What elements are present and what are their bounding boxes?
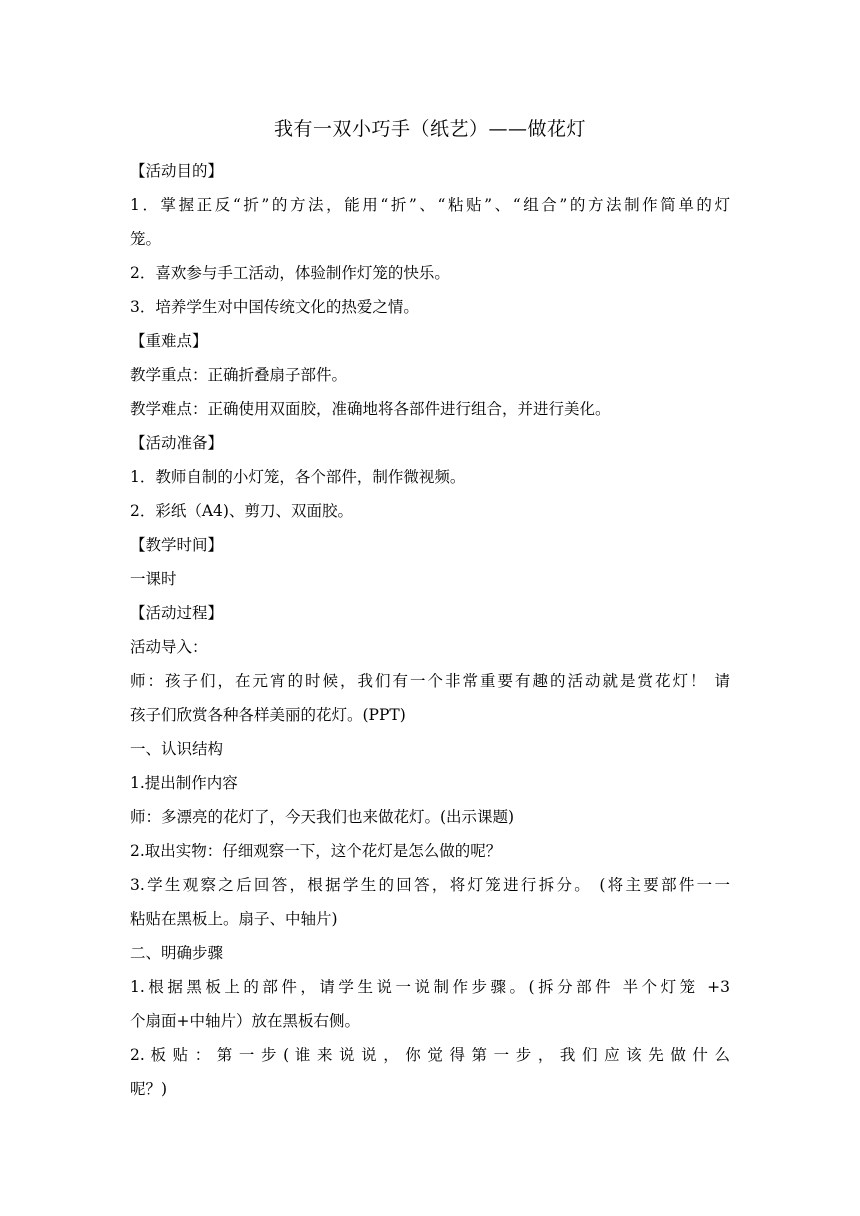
line-segment: ( 谁 来 说 说 ， 你 觉 得 第 一 步 ， 我 们 应 该 先 做 什 么 (283, 1046, 730, 1064)
section-heading-process: 【活动过程】 (130, 604, 224, 622)
line-segment: 2. 板 贴 ： 第 一 步 (130, 1046, 278, 1064)
paragraph-line: 粘贴在黑板上。扇子、中轴片) (130, 910, 338, 928)
line-segment: 3.学生观察之后回答，根据学生的回答，将灯笼进行拆分。 (130, 876, 593, 894)
section-heading-key-points: 【重难点】 (130, 332, 208, 350)
paragraph-line: 二、明确步骤 (130, 944, 224, 962)
line-segment: +3 (707, 978, 730, 996)
line-segment: 师：孩子们，在元宵的时候，我们有一个非常重要有趣的活动就是赏花灯！ (130, 672, 708, 690)
paragraph-line: 2．彩纸（A4)、剪刀、双面胶。 (130, 502, 353, 520)
paragraph-line: 教学重点：正确折叠扇子部件。 (130, 366, 348, 384)
line-segment: (将主要部件一一 (599, 876, 730, 894)
paragraph-line: 师：多漂亮的花灯了，今天我们也来做花灯。(出示课题) (130, 808, 515, 826)
paragraph-line (130, 868, 730, 902)
paragraph-line: 教学难点：正确使用双面胶，准确地将各部件进行组合，并进行美化。 (130, 400, 611, 418)
document-title: 我有一双小巧手（纸艺）——做花灯 (273, 118, 586, 140)
paragraph-line: 活动导入： (130, 638, 208, 656)
paragraph-line: 一、认识结构 (130, 740, 224, 758)
section-heading-purpose: 【活动目的】 (130, 162, 224, 180)
line-segment: 半个灯笼 (622, 978, 699, 996)
paragraph-line: 3．培养学生对中国传统文化的热爱之情。 (130, 298, 419, 316)
paragraph-line: 1．教师自制的小灯笼，各个部件，制作微视频。 (130, 468, 466, 486)
paragraph-line: 孩子们欣赏各种各样美丽的花灯。(PPT) (130, 706, 406, 724)
paragraph-line (130, 970, 730, 1004)
document-body (130, 154, 730, 1106)
paragraph-line: 一课时 (130, 570, 177, 588)
paragraph-line: 1.提出制作内容 (130, 774, 238, 792)
section-heading-time: 【教学时间】 (130, 536, 224, 554)
paragraph-line: 个扇面+中轴片）放在黑板右侧。 (130, 1012, 360, 1030)
line-segment: 1.根据黑板上的部件，请学生说一说制作步骤。(拆分部件 (130, 978, 615, 996)
paragraph-line: 呢？) (130, 1080, 168, 1098)
paragraph-line: 2．喜欢参与手工活动，体验制作灯笼的快乐。 (130, 264, 450, 282)
paragraph-line (130, 664, 730, 698)
paragraph-line: 2.取出实物：仔细观察一下，这个花灯是怎么做的呢？ (130, 842, 502, 860)
paragraph-line (130, 1038, 730, 1072)
section-heading-preparation: 【活动准备】 (130, 434, 224, 452)
paragraph-line: 笼。 (130, 230, 162, 248)
paragraph-line: 1．掌握正反“折”的方法，能用“折”、“粘贴”、“组合”的方法制作简单的灯 (130, 196, 730, 214)
line-segment: 请 (714, 672, 730, 690)
